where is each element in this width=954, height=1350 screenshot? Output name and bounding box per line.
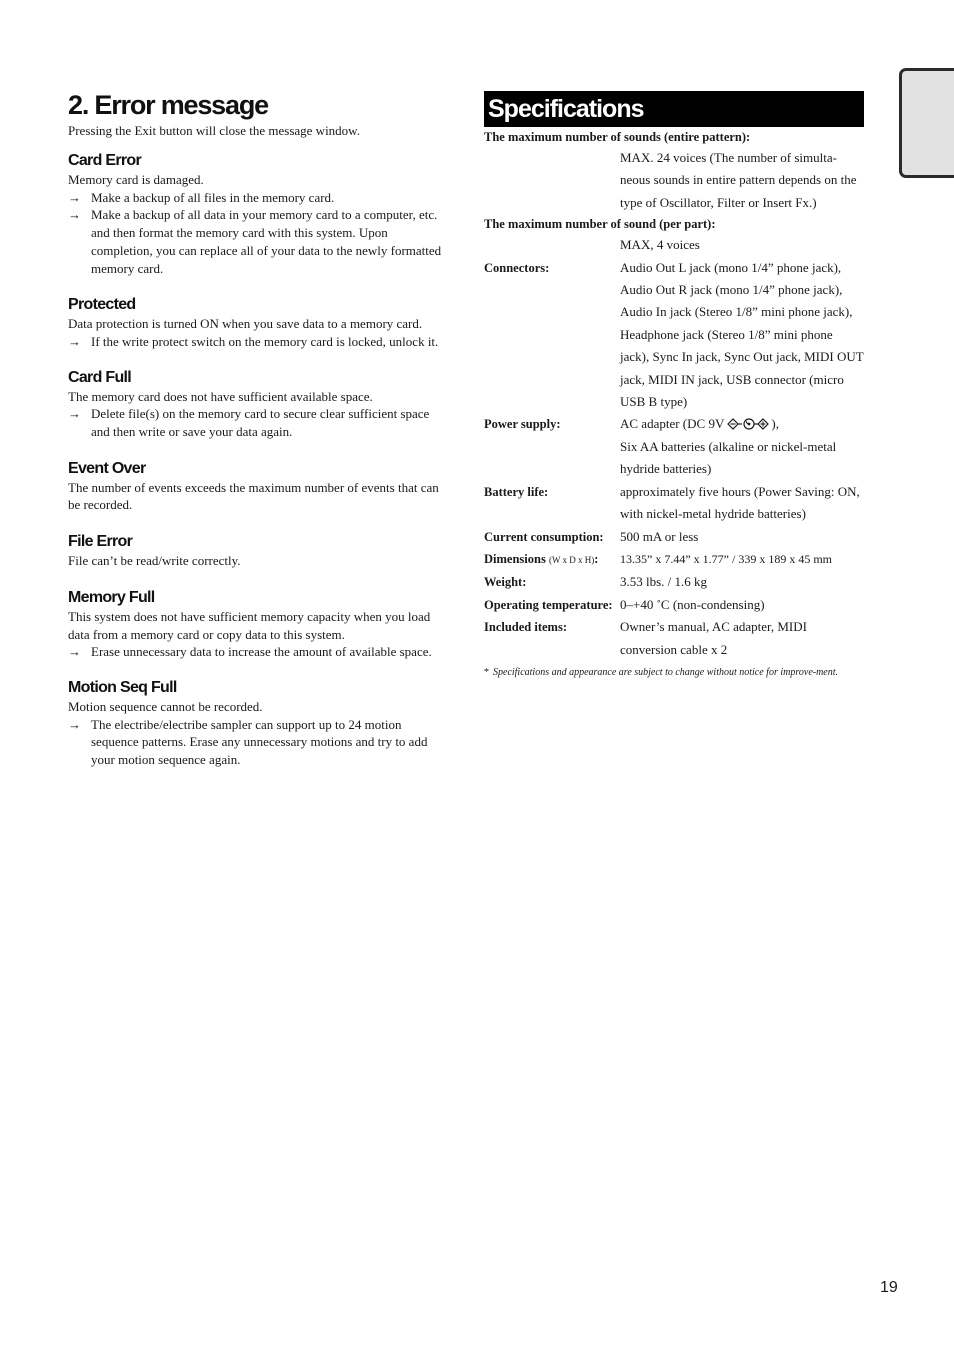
error-action [68,206,448,277]
spec-row-max-sounds-part [484,234,864,256]
error-title: Card Error [68,152,142,169]
error-memory-full [68,588,448,661]
arrow-icon: → [68,333,81,349]
dimensions-value: 13.35” x 7.44” x 1.77” / 339 x 189 x 45 mm [620,551,832,566]
spec-row-current-consumption [484,526,864,548]
error-description: The memory card does not have sufficient available space. [68,388,373,404]
battery-life-label: Battery life: [484,484,549,499]
arrow-icon: → [68,716,81,732]
battery-life-value: approximately five hours (Power Saving: ON, with nickel-metal hydride batteries) [620,483,860,522]
spec-row-included-items [484,616,864,661]
max-sounds-part-value: MAX, 4 voices [620,237,700,253]
error-description: Motion sequence cannot be recorded. [68,698,263,714]
error-event-over [68,459,448,514]
spec-row-battery-life [484,481,864,526]
dimensions-label-colon: : [594,551,599,566]
section-intro: Pressing the Exit button will close the message window. [68,123,360,138]
connectors-value: Audio Out L jack (mono 1/4” phone jack), Audio Out R jack (mono 1/4” phone jack), Audio In jack (Stereo 1/8” mini phone jack), Headphone jack (Stereo 1/8” mini phone jack), Sync In jack, Sync Out jack, MIDI OUT jack, MIDI IN jack, USB connector (micro USB B type) [620,259,864,410]
dc-polarity-icon [727,418,771,430]
error-action [68,643,448,661]
power-supply-suffix: ), [771,416,779,432]
arrow-icon: → [68,406,81,422]
error-message-section [68,88,448,769]
operating-temperature-value: 0–+40 ˚C (non-condensing) [620,596,765,612]
arrow-icon: → [68,189,81,205]
included-items-value: Owner’s manual, AC adapter, MIDI conversion cable x 2 [620,619,807,657]
specifications-title: Specifications [484,91,864,127]
error-action-text: Make a backup of all files in the memory card. [91,189,335,205]
spec-row-power-supply [484,413,864,480]
specifications-section [484,91,864,681]
spec-row-dimensions [484,548,864,571]
error-description: Data protection is turned ON when you save data to a memory card. [68,316,423,332]
error-description: This system does not have sufficient memory capacity when you load data from a memory card or copy data to this system. [68,608,431,642]
error-action [68,405,448,440]
section-title: 2. Error message [68,90,268,120]
current-consumption-value: 500 mA or less [620,528,699,544]
error-action [68,333,448,351]
error-description: File can’t be read/write correctly. [68,553,241,569]
error-title: Card Full [68,368,132,386]
arrow-icon: → [68,207,81,223]
error-action [68,716,448,769]
error-protected [68,295,448,350]
included-items-label: Included items: [484,620,567,635]
error-title: Protected [68,296,136,314]
note-text: Specifications and appearance are subject to change without notice for improve-ment. [493,666,839,678]
error-action-text: If the write protect switch on the memory card is locked, unlock it. [91,333,439,349]
error-card-full [68,368,448,441]
error-title: Event Over [68,459,146,477]
power-supply-batteries: Six AA batteries (alkaline or nickel-metal hydride batteries) [620,438,837,477]
error-title: Memory Full [68,588,155,606]
error-description: The number of events exceeds the maximum number of events that can be recorded. [68,479,439,513]
power-supply-value [620,413,864,480]
spec-row-weight [484,571,864,593]
error-card-error [68,151,448,277]
error-file-error [68,532,448,570]
error-description: Memory card is damaged. [68,172,204,187]
error-motion-seq-full [68,678,448,769]
arrow-icon: → [68,644,81,660]
connectors-label: Connectors: [484,260,550,275]
error-title: Motion Seq Full [68,678,177,696]
spec-row-connectors [484,257,864,414]
chapter-tab [899,68,954,178]
power-supply-label: Power supply: [484,417,561,432]
power-supply-prefix: AC adapter (DC 9V [620,416,725,432]
weight-value: 3.53 lbs. / 1.6 kg [620,574,708,590]
note-marker: * [484,666,489,678]
error-action-text: Erase unnecessary data to increase the amount of available space. [91,644,432,660]
error-action-text: The electribe/electribe sampler can support up to 24 motion sequence patterns. Erase any unnecessary motions and try to add your motion sequence again. [91,716,428,768]
dimensions-label-sub: (W x D x H) [548,554,595,565]
error-title: File Error [68,533,133,551]
max-sounds-pattern-label: The maximum number of sounds (entire pattern): [484,130,751,144]
max-sounds-pattern-value: MAX. 24 voices (The number of simulta-neous sounds in entire pattern depends on the type of Oscillator, Filter or Insert Fx.) [620,150,857,210]
spec-row-max-sounds-pattern [484,147,864,214]
error-action [68,189,448,207]
dimensions-label [484,548,620,571]
dimensions-label-text: Dimensions [484,551,546,566]
operating-temperature-label: Operating temperature: [484,597,613,612]
weight-label: Weight: [484,575,527,590]
max-sounds-part-label: The maximum number of sound (per part): [484,217,716,232]
error-action-text: Delete file(s) on the memory card to secure clear sufficient space and then write or save your data again. [91,406,430,440]
current-consumption-label: Current consumption: [484,529,604,544]
specifications-note [484,665,864,681]
page-number: 19 [880,1279,898,1296]
spec-row-operating-temperature [484,594,864,616]
error-action-text: Make a backup of all data in your memory card to a computer, etc. and then format the memory card with this system. Upon completion, you can replace all of your data to the newly formatted memory card. [91,207,442,276]
